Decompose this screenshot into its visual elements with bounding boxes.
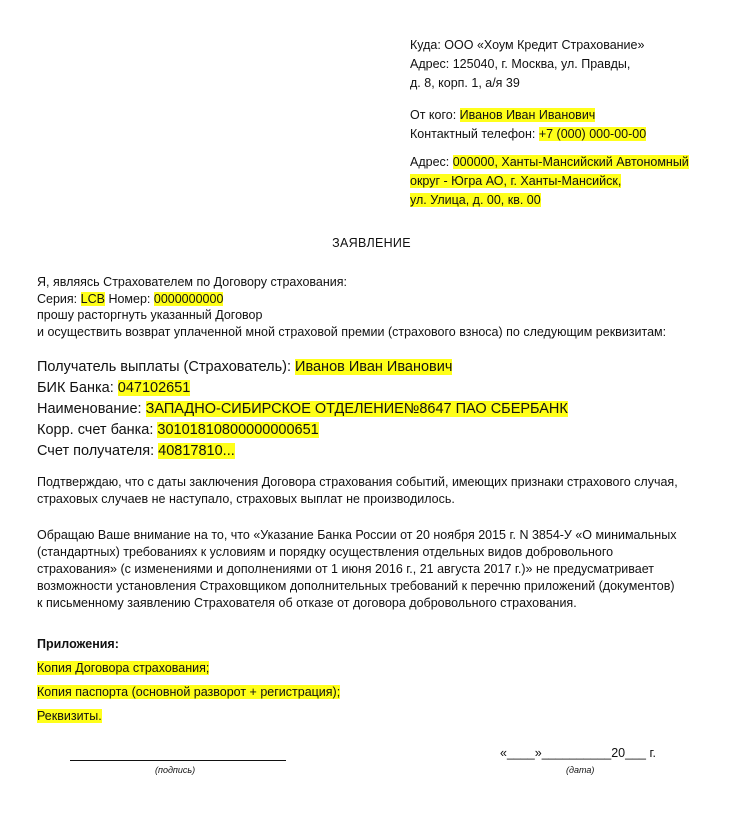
bik-label: БИК Банка: [37, 380, 118, 396]
notice-line4: возможности установления Страховщиком дополнительных требований к перечню приложений (документов) [37, 579, 675, 593]
sender-phone [410, 125, 740, 144]
corr-account-value: 30101810800000000651 [157, 422, 319, 438]
sender-phone-value: +7 (000) 000-00-00 [538, 127, 647, 141]
attachment-item [37, 660, 727, 677]
attachment-item-text: Копия паспорта (основной разворот + регистрация); [37, 685, 341, 699]
signature-line [70, 760, 286, 761]
requisite-recipient-account [37, 441, 727, 462]
document-title: ЗАЯВЛЕНИЕ [332, 236, 411, 250]
addressee-to: Куда: ООО «Хоум Кредит Страхование» [410, 38, 645, 52]
sender-address-line2: округ - Югра АО, г. Ханты-Мансийск, [410, 174, 622, 188]
sender-address-line2-row [410, 172, 740, 191]
notice-paragraph [37, 527, 727, 612]
intro-line4: и осуществить возврат уплаченной мной страховой премии (страхового взноса) по следующим реквизитам: [37, 324, 667, 339]
sender-address [410, 153, 740, 172]
notice-line1: Обращаю Ваше внимание на то, что «Указание Банка России от 20 ноября 2015 г. N 3854-У «О минимальных [37, 528, 677, 542]
notice-line3: страхования» (с изменениями и дополнениями от 1 июня 2016 г., 21 августа 2017 г.)» не предусматривает [37, 562, 655, 576]
confirmation-paragraph [37, 474, 717, 508]
attachments-block [37, 636, 727, 732]
bank-name-label: Наименование: [37, 401, 146, 417]
recipient-account-label: Счет получателя: [37, 443, 159, 459]
confirmation-line1: Подтверждаю, что с даты заключения Договора страхования событий, имеющих признаки страхового случая, [37, 475, 678, 489]
intro-line3: прошу расторгнуть указанный Договор [37, 308, 263, 322]
requisite-bank-name [37, 399, 727, 420]
requisite-recipient [37, 357, 727, 378]
attachment-item-text: Копия Договора страхования; [37, 661, 210, 675]
signature-caption: (подпись) [155, 765, 196, 775]
attachment-item [37, 708, 727, 725]
attachments-heading: Приложения: [37, 637, 119, 651]
bik-value: 047102651 [117, 380, 191, 396]
confirmation-line2: страховых случаев не наступало, страховых выплат не производилось. [37, 492, 455, 506]
date-field: «____»__________20___ г. [500, 746, 656, 760]
number-label: Номер: [104, 291, 154, 306]
contract-series-number [37, 291, 727, 308]
sender-name: Иванов Иван Иванович [459, 108, 596, 122]
intro-block [37, 274, 727, 340]
sender-phone-label: Контактный телефон: [410, 127, 539, 141]
addressee-address-line1: Адрес: 125040, г. Москва, ул. Правды, [410, 57, 631, 71]
sender-from [410, 106, 740, 125]
recipient-account-value: 40817810... [158, 443, 235, 459]
addressee-block [410, 36, 740, 210]
number-value: 0000000000 [153, 291, 224, 306]
attachment-item-text: Реквизиты. [37, 709, 102, 723]
series-label: Серия: [37, 291, 81, 306]
notice-line2: (стандартных) требованиях к условиям и порядку осуществления отдельных видов добровольного [37, 545, 614, 559]
sender-from-label: От кого: [410, 108, 460, 122]
bank-name-value: ЗАПАДНО-СИБИРСКОЕ ОТДЕЛЕНИЕ№8647 ПАО СБЕРБАНК [145, 401, 568, 417]
addressee-address-line2: д. 8, корп. 1, а/я 39 [410, 76, 520, 90]
corr-account-label: Корр. счет банка: [37, 422, 158, 438]
sender-address-label: Адрес: [410, 155, 453, 169]
sender-address-line3-row [410, 191, 740, 210]
requisite-bik [37, 378, 727, 399]
series-value: LCB [80, 291, 105, 306]
intro-line1: Я, являясь Страхователем по Договору страхования: [37, 275, 347, 289]
attachment-item [37, 684, 727, 701]
date-caption: (дата) [566, 765, 595, 775]
sender-address-line1: 000000, Ханты-Мансийский Автономный [452, 155, 689, 169]
requisite-corr-account [37, 420, 727, 441]
recipient-label: Получатель выплаты (Страхователь): [37, 359, 296, 375]
recipient-value: Иванов Иван Иванович [295, 359, 453, 375]
sender-address-line3: ул. Улица, д. 00, кв. 00 [410, 193, 541, 207]
requisites-block [37, 357, 727, 462]
notice-line5: к письменному заявлению Страхователя об отказе от договора добровольного страхования. [37, 596, 577, 610]
